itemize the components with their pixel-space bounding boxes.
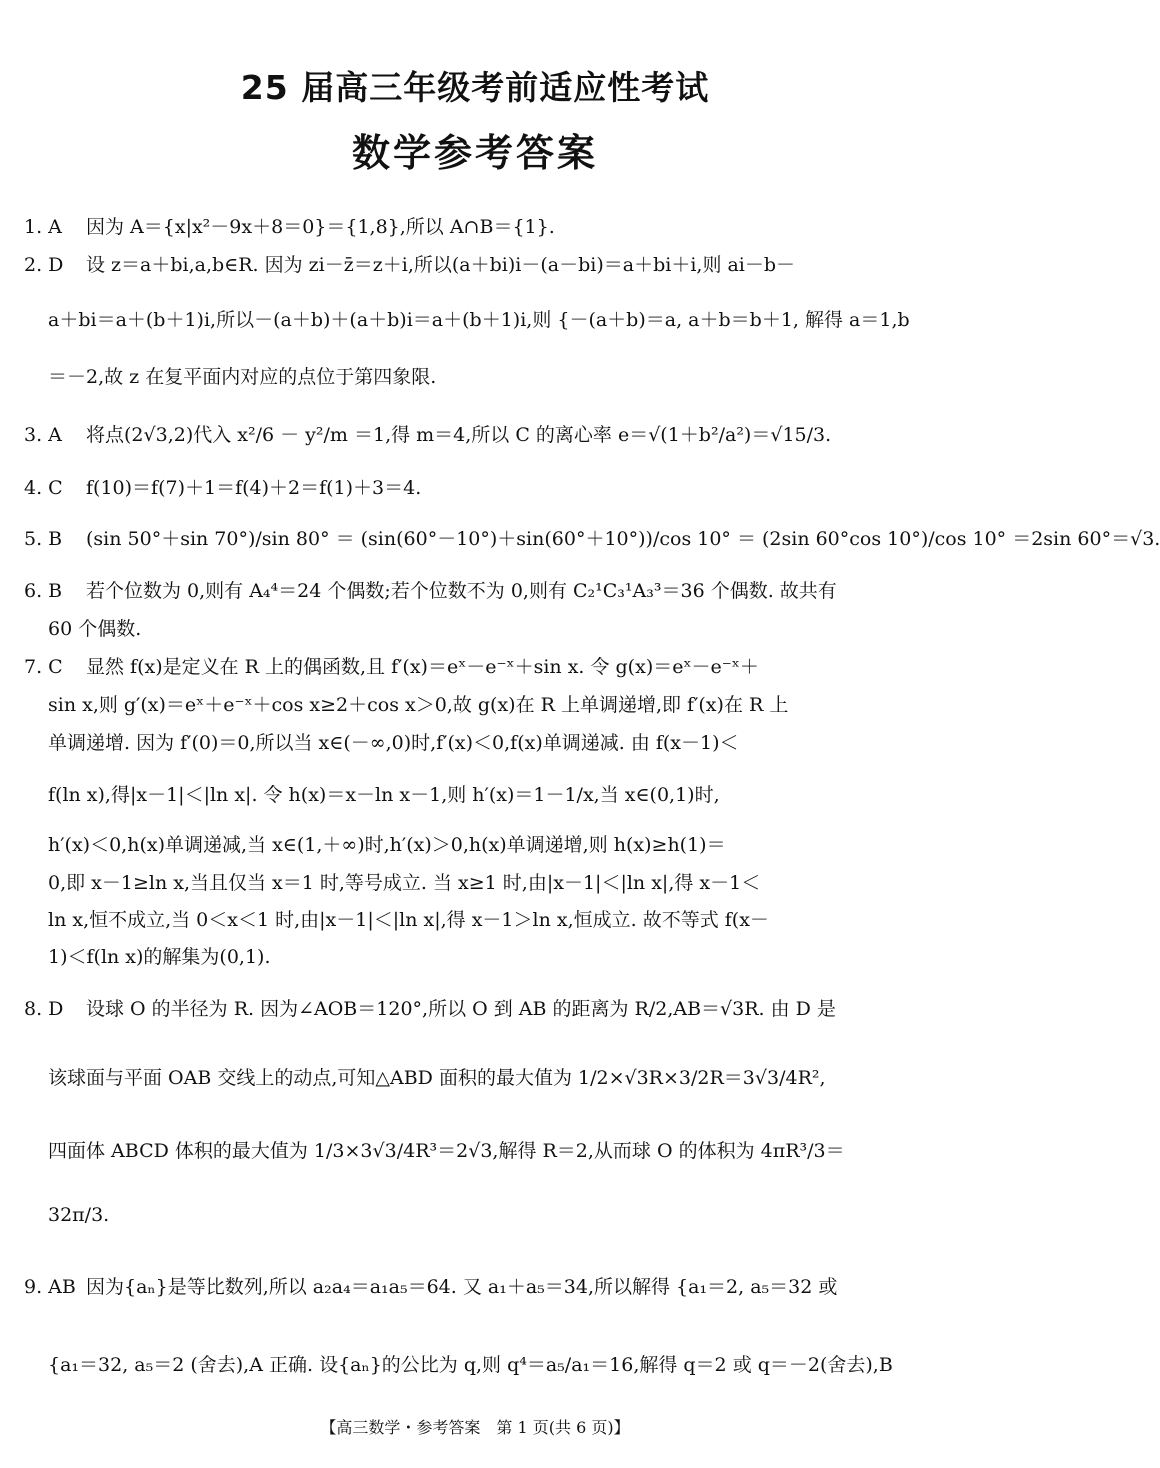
answer-key-title: 数学参考答案 — [351, 131, 598, 175]
answer-6-line-2: 60 个偶数. — [48, 618, 142, 640]
answer-label: 6. B — [24, 580, 63, 602]
answer-7-line-4: f(ln x),得|x－1|＜|ln x|. 令 h(x)＝x－ln x－1,则 h′(x)＝1－1/x,当 x∈(0,1)时, — [48, 784, 720, 806]
answer-text: 设 z＝a＋bi,a,b∈R. 因为 zi－z̄＝z＋i,所以(a＋bi)i－(a－bi)＝a＋bi＋i,则 ai－b－ — [86, 254, 796, 276]
answer-7-line-7: ln x,恒不成立,当 0＜x＜1 时,由|x－1|＜|ln x|,得 x－1＞ln x,恒成立. 故不等式 f(x－ — [48, 909, 769, 931]
answer-7 — [24, 654, 928, 680]
answer-8-line-2: 该球面与平面 OAB 交线上的动点,可知△ABD 面积的最大值为 1/2×√3R×3/2R＝3√3/4R², — [48, 1067, 826, 1089]
answer-label: 1. A — [24, 216, 62, 238]
answer-7-line-8: 1)＜f(ln x)的解集为(0,1). — [48, 946, 271, 968]
answer-6 — [24, 578, 928, 604]
answer-1 — [24, 214, 928, 240]
answer-label: 2. D — [24, 254, 64, 276]
answer-label: 8. D — [24, 998, 64, 1020]
exam-title: 25 届高三年级考前适应性考试 — [240, 68, 710, 107]
answer-text: 将点(2√3,2)代入 x²/6 － y²/m ＝1,得 m＝4,所以 C 的离心率 e＝√(1＋b²/a²)＝√15/3. — [86, 424, 832, 446]
answer-label: 3. A — [24, 424, 62, 446]
answer-2-line-3: ＝－2,故 z 在复平面内对应的点位于第四象限. — [48, 366, 437, 388]
answer-text: f(10)＝f(7)＋1＝f(4)＋2＝f(1)＋3＝4. — [86, 477, 422, 499]
answer-5 — [24, 524, 1160, 554]
answer-8-line-4: 32π/3. — [48, 1204, 110, 1226]
answer-text: 若个位数为 0,则有 A₄⁴＝24 个偶数;若个位数不为 0,则有 C₂¹C₃¹A₃³＝36 个偶数. 故共有 — [86, 580, 837, 602]
answer-3 — [24, 420, 928, 450]
answer-text: (sin 50°＋sin 70°)/sin 80° ＝ (sin(60°－10°)＋sin(60°＋10°))/cos 10° ＝ (2sin 60°cos 10°)/cos 10° ＝2sin 60°＝√3. — [86, 528, 1160, 550]
answer-7-line-6: 0,即 x－1≥ln x,当且仅当 x＝1 时,等号成立. 当 x≥1 时,由|x－1|＜|ln x|,得 x－1＜ — [48, 872, 761, 894]
answer-7-line-5: h′(x)＜0,h(x)单调递减,当 x∈(1,＋∞)时,h′(x)＞0,h(x)单调递增,则 h(x)≥h(1)＝ — [48, 834, 726, 856]
answer-text: 因为{aₙ}是等比数列,所以 a₂a₄＝a₁a₅＝64. 又 a₁＋a₅＝34,所以解得 {a₁＝2, a₅＝32 或 — [86, 1276, 838, 1298]
answer-label: 4. C — [24, 477, 63, 499]
answer-8 — [24, 994, 928, 1024]
answer-label: 5. B — [24, 528, 63, 550]
answer-label: 7. C — [24, 656, 63, 678]
answer-text: 显然 f(x)是定义在 R 上的偶函数,且 f′(x)＝eˣ－e⁻ˣ＋sin x. 令 g(x)＝eˣ－e⁻ˣ＋ — [86, 656, 759, 678]
answer-2-line-2: a＋bi＝a＋(b＋1)i,所以－(a＋b)＋(a＋b)i＝a＋(b＋1)i,则 {－(a＋b)＝a, a＋b＝b＋1, 解得 a＝1,b — [48, 309, 910, 331]
answer-9-line-2: {a₁＝32, a₅＝2 (舍去),A 正确. 设{aₙ}的公比为 q,则 q⁴＝a₅/a₁＝16,解得 q＝2 或 q＝－2(舍去),B — [48, 1354, 893, 1376]
page-footer: 【高三数学・参考答案 第 1 页(共 6 页)】 — [320, 1418, 630, 1437]
answer-label: 9. AB — [24, 1276, 76, 1298]
answer-text: 设球 O 的半径为 R. 因为∠AOB＝120°,所以 O 到 AB 的距离为 R/2,AB＝√3R. 由 D 是 — [86, 998, 836, 1020]
answer-2 — [24, 252, 928, 278]
answer-9 — [24, 1272, 928, 1302]
answer-4 — [24, 475, 928, 501]
answer-7-line-3: 单调递增. 因为 f′(0)＝0,所以当 x∈(－∞,0)时,f′(x)＜0,f(x)单调递减. 由 f(x－1)＜ — [48, 732, 739, 754]
answer-7-line-2: sin x,则 g′(x)＝eˣ＋e⁻ˣ＋cos x≥2＋cos x＞0,故 g(x)在 R 上单调递增,即 f′(x)在 R 上 — [48, 694, 789, 716]
answer-text: 因为 A＝{x|x²－9x＋8＝0}＝{1,8},所以 A∩B＝{1}. — [86, 216, 555, 238]
answer-8-line-3: 四面体 ABCD 体积的最大值为 1/3×3√3/4R³＝2√3,解得 R＝2,从而球 O 的体积为 4πR³/3＝ — [48, 1140, 845, 1162]
